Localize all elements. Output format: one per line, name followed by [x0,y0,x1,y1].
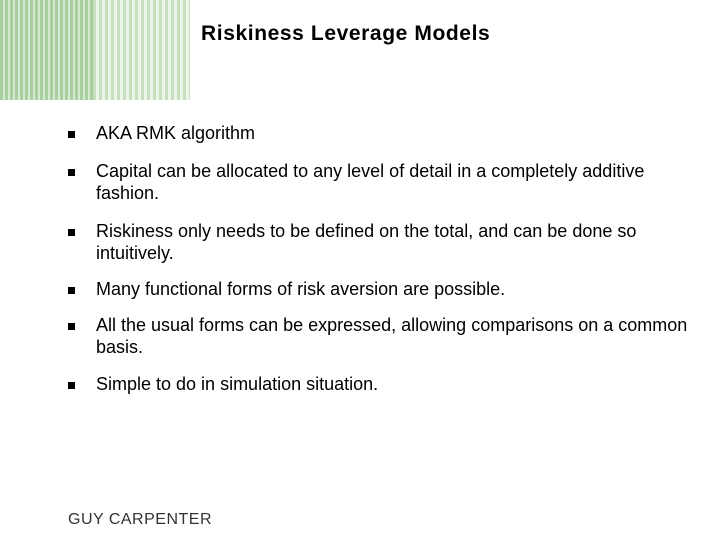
bullet-text: AKA RMK algorithm [96,123,256,143]
square-bullet-icon [68,323,75,330]
bullet-text: Many functional forms of risk aversion are possible. [96,279,506,299]
bullet-text: Capital can be allocated to any level of detail in a completely additive fashion. [96,161,645,203]
square-bullet-icon [68,169,75,176]
bullet-item [68,314,688,358]
bullet-item [68,278,688,300]
bullet-item [68,220,688,264]
bullet-item [68,160,688,204]
square-bullet-icon [68,382,75,389]
bullet-list [68,122,688,395]
company-logo: GUY CARPENTER [68,511,213,528]
bullet-text: Simple to do in simulation situation. [96,374,379,394]
bullet-item [68,373,688,395]
square-bullet-icon [68,229,75,236]
corner-decoration [0,0,190,100]
bullet-text: All the usual forms can be expressed, allowing comparisons on a common basis. [96,315,688,357]
bullet-item [68,122,688,144]
square-bullet-icon [68,131,75,138]
square-bullet-icon [68,287,75,294]
slide-title: Riskiness Leverage Models [201,22,491,45]
bullet-text: Riskiness only needs to be defined on the total, and can be done so intuitively. [96,221,637,263]
